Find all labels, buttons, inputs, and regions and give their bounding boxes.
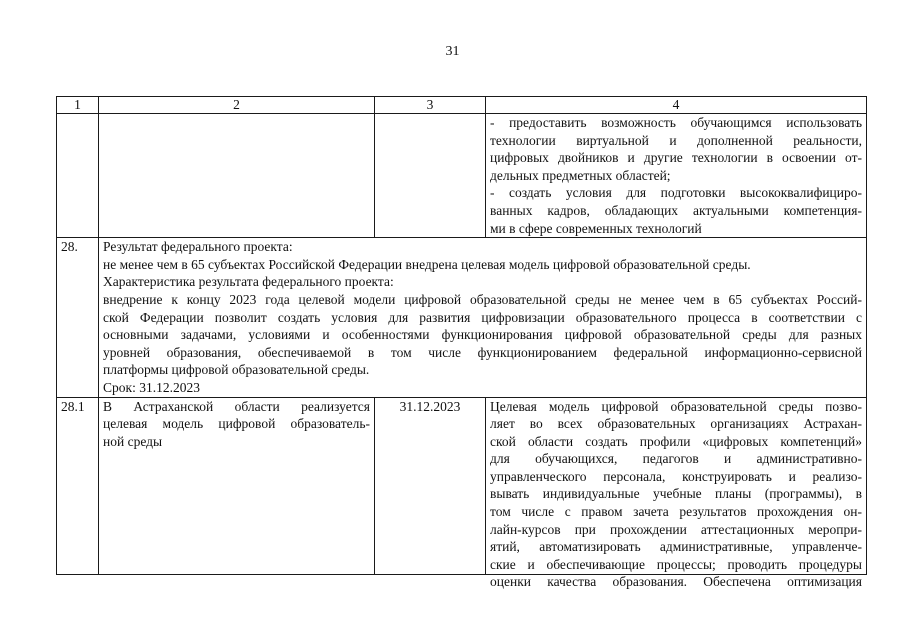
row-28 [57,238,867,397]
row-28-1-desc-line: В Астраханской области реализуется [103,398,370,414]
continuation-col-3 [375,114,486,238]
row-28-line: Результат федерального проекта: [103,239,293,255]
row-28-1-result-line: оценки качества образования. Обеспечена оптимизация [490,574,862,590]
row-28-1-desc-line: ной среды [103,433,163,449]
row-28-1-result-line: ляет во всех образовательных организациях Астрахан- [490,416,862,432]
project-table [56,96,867,590]
row-28-1-result-line: ской области создать профили «цифровых компетенций» [490,433,862,449]
continuation-line: - предоставить возможность обучающимся использовать [490,115,862,130]
row-28-1-result-line: управленческого персонала, конструировать и реализо- [490,468,862,484]
header-col-1: 1 [57,97,99,114]
row-28-1-result-line: Целевая модель цифровой образовательной среды позво- [490,398,862,414]
row-28-1-result-line: лайн-курсов при прохождении аттестационных меропри- [490,521,862,537]
continuation-line: - создать условия для подготовки высококвалифициро- [490,185,862,201]
row-28-1-result-text [490,398,862,590]
row-28-line: внедрение к концу 2023 года целевой модели цифровой образовательной среды не менее чем в 65 субъектах Россий- [103,291,862,307]
row-28-line: платформы цифровой образовательной среды. [103,362,370,378]
row-28-1-description [99,397,375,574]
continuation-row [57,114,867,238]
continuation-line: технологии виртуальной и дополненной реальности, [490,132,862,148]
row-28-1-result-line: вывать индивидуальные учебные планы (программы), в [490,486,862,502]
row-28-content [99,238,867,397]
row-28-number: 28. [57,238,99,397]
continuation-line: дельных предметных областей; [490,167,671,183]
row-28-line: уровней образования, обеспечиваемой в том числе функционированием федеральной информационно-сервисной [103,344,862,360]
row-28-1-result-line: том числе с правом зачета результатов прохождения он- [490,504,862,520]
header-col-2: 2 [99,97,375,114]
row-28-1-result [486,397,867,590]
row-28-line: не менее чем в 65 субъектах Российской Федерации внедрена целевая модель цифровой образовательной среды. [103,256,751,272]
header-col-3: 3 [375,97,486,114]
continuation-col-2 [99,114,375,238]
row-28-1 [57,397,867,574]
continuation-line: ванных кадров, обладающих актуальными компетенция- [490,202,862,218]
continuation-line: ми в сфере современных технологий [490,220,702,236]
row-28-line: Характеристика результата федерального проекта: [103,274,394,290]
header-col-4: 4 [486,97,867,114]
row-28-1-result-line: ские и обеспечивающие процессы; проводить процедуры [490,556,862,572]
continuation-line: цифровых двойников и другие технологии в освоении от- [490,150,862,166]
row-28-1-date: 31.12.2023 [375,397,486,574]
table-header-row [57,97,867,114]
row-28-1-number: 28.1 [57,397,99,574]
row-28-1-desc-line: целевая модель цифровой образователь- [103,416,370,432]
row-28-deadline: Срок: 31.12.2023 [103,379,200,395]
continuation-col-4 [486,114,867,238]
page-number: 31 [445,44,460,59]
row-28-line: ской Федерации позволит создать условия для развития цифровизации образовательного процесса в соответствии с [103,309,862,325]
row-28-line: основными задачами, условиями и особенностями функционирования цифровой образовательной среды для разных [103,327,862,343]
continuation-col-1 [57,114,99,238]
row-28-1-result-line: ятий, автоматизировать административные, управленче- [490,539,862,555]
row-28-1-result-line: для обучающихся, педагогов и административно- [490,451,862,467]
